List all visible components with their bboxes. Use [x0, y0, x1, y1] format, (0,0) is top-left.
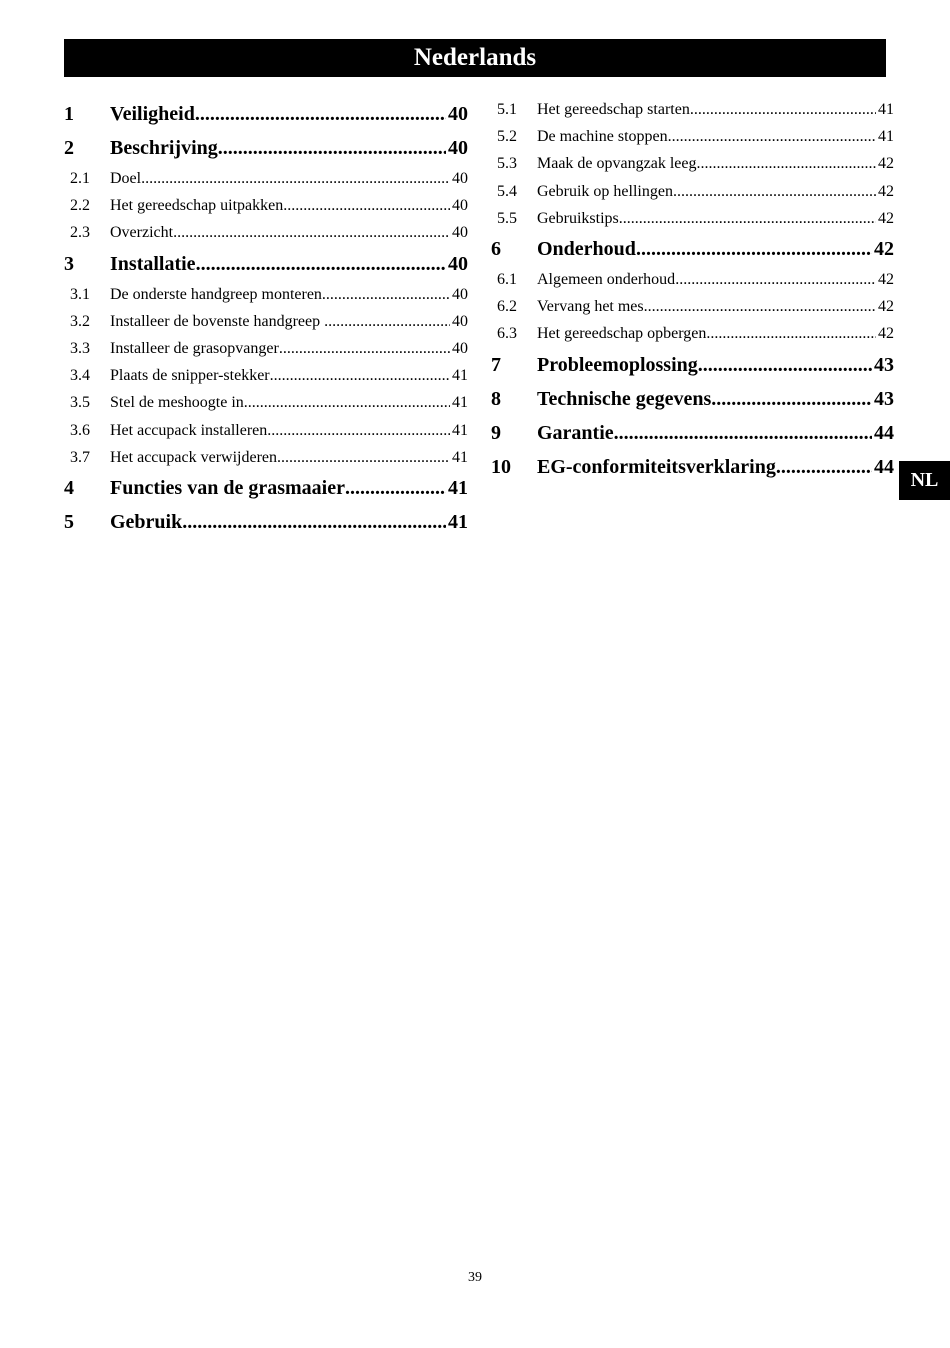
toc-dot-leader: [270, 362, 450, 389]
toc-entry[interactable]: [64, 362, 468, 389]
toc-entry[interactable]: [64, 417, 468, 444]
toc-entry-title: Het accupack verwijderen: [110, 448, 278, 466]
toc-entry-title: Het gereedschap uitpakken: [110, 197, 284, 215]
toc-entry-number: 3.1: [70, 285, 90, 303]
toc-entry[interactable]: [491, 293, 894, 320]
toc-entry-number: 5: [64, 510, 74, 533]
toc-entry-title: Het accupack installeren: [110, 421, 268, 439]
toc-entry-page: 42: [878, 209, 894, 227]
toc-entry-number: 6: [491, 237, 501, 260]
toc-entry-title: De machine stoppen: [537, 128, 668, 146]
toc-dot-leader: [619, 205, 876, 232]
toc-dot-leader: [322, 281, 450, 308]
toc-entry[interactable]: [491, 348, 894, 382]
toc-entry-number: 6.1: [497, 270, 517, 288]
toc-dot-leader: [696, 150, 876, 177]
toc-entry-title: EG-conformiteitsverklaring: [537, 455, 776, 478]
toc-entry-page: 44: [874, 455, 894, 478]
toc-entry-title: Functies van de grasmaaier: [110, 476, 345, 499]
toc-entry-title: Installeer de bovenste handgreep: [110, 312, 325, 330]
toc-entry-page: 40: [452, 170, 468, 187]
toc-entry[interactable]: [64, 389, 468, 416]
page-number: 39: [468, 1270, 482, 1285]
toc-entry-number: 6.3: [497, 325, 517, 343]
toc-entry-number: 10: [491, 455, 511, 478]
toc-entry-title: Technische gegevens: [537, 387, 712, 410]
toc-entry-page: 40: [452, 197, 468, 215]
toc-entry-page: 42: [874, 237, 894, 260]
toc-entry-page: 41: [452, 394, 468, 412]
toc-dot-leader: [277, 444, 450, 471]
toc-entry[interactable]: [64, 97, 468, 131]
toc-dot-leader: [173, 219, 450, 246]
toc-entry-number: 4: [64, 476, 74, 499]
toc-entry[interactable]: [491, 450, 894, 484]
toc-entry[interactable]: [491, 205, 894, 232]
toc-dot-leader: [698, 348, 872, 382]
toc-entry-title: Beschrijving: [110, 137, 218, 159]
toc-entry[interactable]: [64, 471, 468, 505]
toc-dot-leader: [690, 96, 876, 123]
toc-entry-title: Maak de opvangzak leeg: [537, 155, 697, 173]
toc-entry-page: 41: [878, 128, 894, 146]
toc-entry-page: 41: [452, 421, 468, 439]
toc-entry-title: Vervang het mes: [537, 298, 644, 316]
toc-dot-leader: [218, 131, 446, 165]
toc-entry-number: 7: [491, 353, 501, 376]
toc-entry-page: 40: [452, 339, 468, 357]
toc-entry-page: 40: [452, 285, 468, 303]
toc-entry-page: 42: [878, 270, 894, 288]
toc-entry[interactable]: [491, 178, 894, 205]
toc-entry-number: 3.7: [70, 448, 90, 466]
toc-entry[interactable]: [491, 382, 894, 416]
toc-entry-title: Overzicht: [110, 224, 174, 242]
toc-entry-page: 40: [448, 103, 468, 125]
toc-entry-title: De onderste handgreep monteren: [110, 285, 322, 303]
toc-entry[interactable]: [64, 281, 468, 308]
toc-entry[interactable]: [64, 444, 468, 471]
toc-dot-leader: [324, 308, 450, 335]
toc-entry-title: Plaats de snipper-stekker: [110, 367, 270, 385]
toc-entry-number: 8: [491, 387, 501, 410]
toc-entry-title: Het gereedschap opbergen: [537, 325, 707, 343]
toc-entry[interactable]: [64, 247, 468, 281]
toc-dot-leader: [195, 97, 446, 131]
toc-dot-leader: [614, 416, 872, 450]
toc-dot-leader: [776, 450, 872, 484]
toc-entry[interactable]: [64, 335, 468, 362]
toc-entry-number: 2.1: [70, 170, 90, 187]
toc-entry-page: 44: [874, 421, 894, 444]
toc-entry-number: 5.3: [497, 155, 517, 173]
toc-left-column: [64, 97, 468, 539]
toc-entry-page: 40: [452, 224, 468, 242]
toc-entry-page: 43: [874, 387, 894, 410]
toc-dot-leader: [636, 232, 872, 266]
toc-entry-page: 41: [878, 101, 894, 118]
toc-entry-number: 2: [64, 137, 74, 159]
toc-entry-number: 5.1: [497, 101, 517, 118]
toc-entry-title: Probleemoplossing: [537, 353, 698, 376]
toc-entry-number: 5.4: [497, 182, 517, 200]
toc-entry-number: 5.5: [497, 209, 517, 227]
toc-entry-number: 6.2: [497, 298, 517, 316]
toc-entry[interactable]: [491, 266, 894, 293]
toc-entry[interactable]: [491, 123, 894, 150]
toc-entry-title: Installeer de grasopvanger: [110, 339, 279, 357]
toc-entry[interactable]: [64, 219, 468, 246]
toc-entry-page: 42: [878, 298, 894, 316]
toc-entry-title: Gebruikstips: [537, 209, 619, 227]
toc-entry-title: Het gereedschap starten: [537, 101, 690, 118]
toc-entry-title: Stel de meshoogte in: [110, 394, 244, 412]
toc-entry-number: 3.4: [70, 367, 90, 385]
toc-entry-number: 3.3: [70, 339, 90, 357]
toc-entry[interactable]: [64, 131, 468, 165]
toc-entry-title: Garantie: [537, 421, 614, 444]
toc-entry-number: 3.2: [70, 312, 90, 330]
toc-dot-leader: [711, 382, 872, 416]
toc-dot-leader: [675, 266, 876, 293]
toc-entry[interactable]: [64, 192, 468, 219]
toc-dot-leader: [141, 165, 450, 192]
toc-entry-title: Doel: [110, 170, 142, 187]
toc-entry-title: Algemeen onderhoud: [537, 270, 676, 288]
toc-right-column: [491, 96, 894, 484]
toc-dot-leader: [644, 293, 876, 320]
toc-entry-number: 2.2: [70, 197, 90, 215]
toc-dot-leader: [279, 335, 450, 362]
toc-dot-leader: [345, 471, 446, 505]
toc-dot-leader: [196, 247, 446, 281]
toc-entry-page: 41: [448, 476, 468, 499]
toc-entry-page: 40: [448, 137, 468, 159]
toc-dot-leader: [668, 123, 876, 150]
toc-entry-number: 3.6: [70, 421, 90, 439]
toc-entry-page: 40: [452, 312, 468, 330]
toc-dot-leader: [267, 417, 450, 444]
toc-entry-title: Onderhoud: [537, 237, 636, 260]
toc-entry-page: 40: [448, 252, 468, 275]
page-title: Nederlands: [64, 39, 886, 77]
toc-entry-page: 41: [452, 367, 468, 385]
toc-entry-page: 42: [878, 182, 894, 200]
toc-dot-leader: [182, 505, 446, 539]
toc-entry-number: 5.2: [497, 128, 517, 146]
toc-entry-number: 3: [64, 252, 74, 275]
toc-entry-title: Gebruik op hellingen: [537, 182, 673, 200]
toc-entry-title: Gebruik: [110, 510, 183, 533]
toc-entry-page: 42: [878, 155, 894, 173]
toc-entry-page: 41: [452, 448, 468, 466]
toc-dot-leader: [706, 320, 876, 347]
toc-dot-leader: [244, 389, 450, 416]
toc-entry-number: 1: [64, 103, 74, 125]
language-tab[interactable]: NL: [899, 461, 950, 500]
toc-entry[interactable]: [491, 150, 894, 177]
toc-entry[interactable]: [491, 416, 894, 450]
toc-entry[interactable]: [491, 96, 894, 123]
toc-entry-title: Veiligheid: [110, 103, 195, 125]
toc-dot-leader: [283, 192, 450, 219]
toc-entry-number: 9: [491, 421, 501, 444]
toc-entry[interactable]: [491, 232, 894, 266]
toc-entry[interactable]: [491, 320, 894, 347]
toc-entry-title: Installatie: [110, 252, 196, 275]
toc-entry-number: 3.5: [70, 394, 90, 412]
toc-entry-page: 41: [448, 510, 468, 533]
toc-entry-page: 42: [878, 325, 894, 343]
toc-entry-page: 43: [874, 353, 894, 376]
toc-entry[interactable]: [64, 505, 468, 539]
toc-dot-leader: [673, 178, 876, 205]
toc-entry[interactable]: [64, 165, 468, 192]
toc-entry-number: 2.3: [70, 224, 90, 242]
toc-entry[interactable]: [64, 308, 468, 335]
